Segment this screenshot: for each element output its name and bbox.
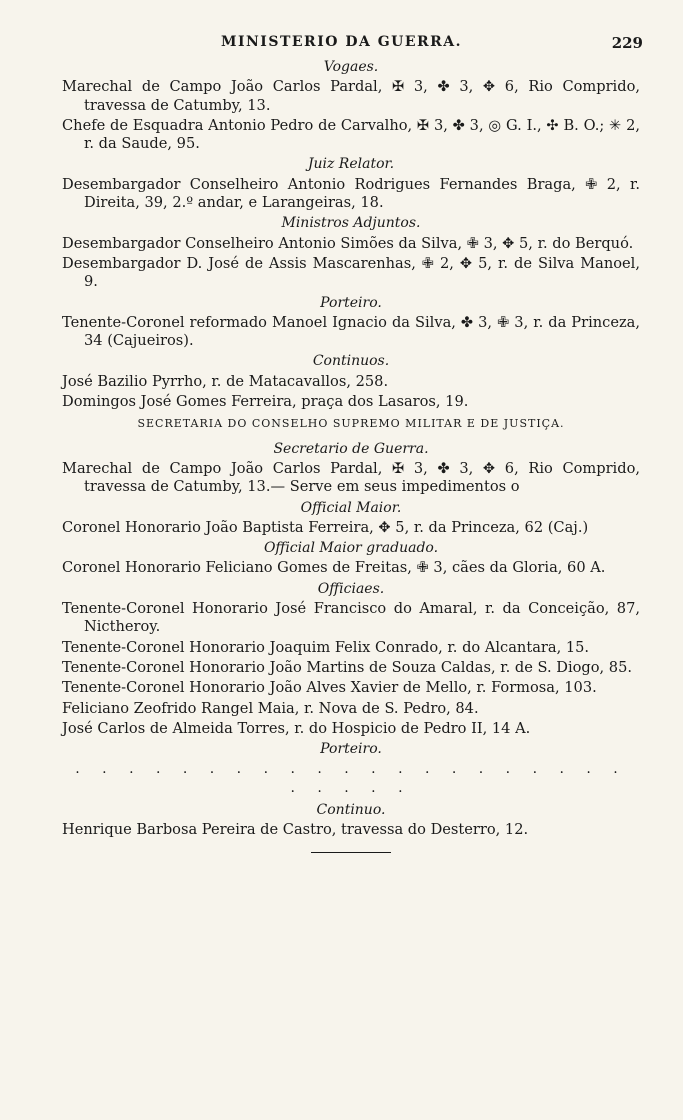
entry: Tenente-Coronel Honorario José Francisco do Amaral, r. da Conceição, 87, Nictheroy. [62, 600, 640, 636]
entry: Desembargador Conselheiro Antonio Rodrigues Fernandes Braga, ✙ 2, r. Direita, 39, 2.º andar, e Larangeiras, 18. [62, 175, 640, 212]
heading-continuo: Continuo. [316, 801, 386, 818]
page-header [0, 34, 683, 54]
entry: Desembargador Conselheiro Antonio Simões da Silva, ✙ 3, ✥ 5, r. do Berquó. [62, 234, 634, 252]
dot-leader: . . . . . . . . . . . . . . . . . . . . . . . . . . [75, 761, 627, 796]
closing-rule [311, 852, 391, 853]
entry: Feliciano Zeofrido Rangel Maia, r. Nova de S. Pedro, 84. [62, 699, 479, 717]
entry: Tenente-Coronel Honorario João Alves Xavier de Mello, r. Formosa, 103. [62, 679, 597, 697]
heading-official-maior-graduado: Official Maior graduado. [263, 540, 439, 557]
heading-porteiro-secretaria: Porteiro. [320, 741, 382, 758]
entry: José Bazilio Pyrrho, r. de Matacavallos, 258. [62, 372, 389, 390]
section-title-secretaria: SECRETARIA DO CONSELHO SUPREMO MILITAR E DE JUSTIÇA. [137, 417, 565, 431]
entry: José Carlos de Almeida Torres, r. do Hospicio de Pedro II, 14 A. [62, 719, 531, 737]
entry: Coronel Honorario João Baptista Ferreira, ✥ 5, r. da Princeza, 62 (Caj.) [62, 518, 589, 536]
entry: Tenente-Coronel reformado Manoel Ignacio da Silva, ✤ 3, ✙ 3, r. da Princeza, 34 (Cajueiros). [62, 313, 640, 350]
entry: Henrique Barbosa Pereira de Castro, travessa do Desterro, 12. [62, 821, 529, 839]
heading-secretario: Secretario de Guerra. [273, 440, 429, 457]
entry: Marechal de Campo João Carlos Pardal, ✠ 3, ✤ 3, ✥ 6, Rio Comprido, travessa de Catumby, 13.— Serve em seus impedimentos o [62, 459, 640, 496]
heading-ministros-adjuntos: Ministros Adjuntos. [281, 215, 421, 232]
running-title: MINISTERIO DA GUERRA. [220, 34, 463, 50]
page-content [62, 57, 640, 853]
heading-vogaes: Vogaes. [323, 59, 379, 75]
page-number: 229 [611, 34, 643, 52]
entry: Tenente-Coronel Honorario Joaquim Felix Conrado, r. do Alcantara, 15. [62, 638, 590, 656]
entry: Coronel Honorario Feliciano Gomes de Freitas, ✙ 3, cães da Gloria, 60 A. [62, 559, 606, 577]
entry: Chefe de Esquadra Antonio Pedro de Carvalho, ✠ 3, ✤ 3, ◎ G. I., ✣ B. O.; ✳ 2, r. da Saude, 95. [62, 116, 640, 153]
entry: Marechal de Campo João Carlos Pardal, ✠ 3, ✤ 3, ✥ 6, Rio Comprido, travessa de Catumby, 13. [62, 78, 640, 114]
entry: Domingos José Gomes Ferreira, praça dos Lasaros, 19. [62, 393, 469, 411]
heading-porteiro: Porteiro. [320, 294, 382, 311]
heading-official-maior: Official Maior. [300, 499, 402, 516]
heading-juiz-relator: Juiz Relator. [307, 156, 395, 173]
heading-continuos: Continuos. [312, 353, 390, 370]
heading-officiaes: Officiaes. [317, 580, 385, 597]
entry: Tenente-Coronel Honorario João Martins de Souza Caldas, r. de S. Diogo, 85. [62, 658, 633, 676]
entry: Desembargador D. José de Assis Mascarenhas, ✙ 2, ✥ 5, r. de Silva Manoel, 9. [62, 254, 640, 291]
